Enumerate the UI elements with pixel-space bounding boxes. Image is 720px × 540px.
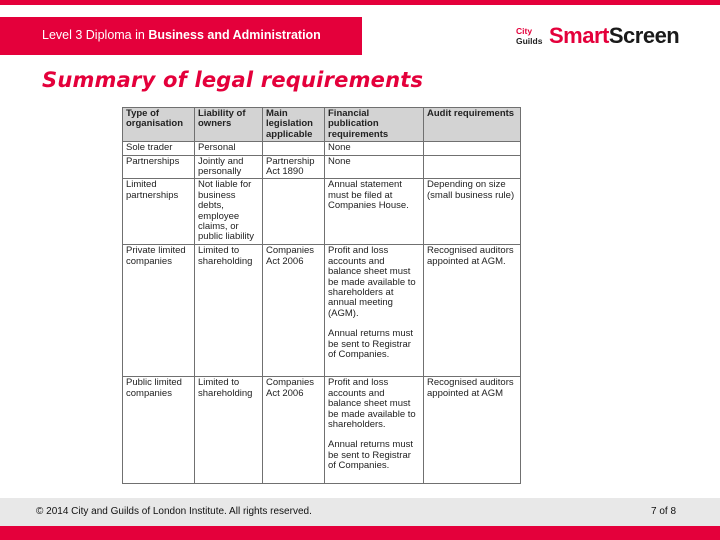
logo-city-text: City — [516, 26, 533, 36]
table-cell: Companies Act 2006 — [263, 377, 325, 484]
table-row — [123, 179, 521, 245]
logo-guilds-text: Guilds — [516, 36, 543, 46]
table-row — [123, 377, 521, 484]
page-title: Summary of legal requirements — [42, 68, 424, 92]
table-cell — [325, 245, 424, 377]
bottom-accent-band — [0, 526, 720, 540]
cell-paragraph: Profit and loss accounts and balance sheet must be made available to shareholders. — [328, 377, 416, 431]
table-cell — [325, 142, 424, 155]
city-and-guilds-logo — [516, 26, 546, 48]
course-name: Business and Administration — [148, 28, 321, 42]
table-cell: Limited to shareholding — [195, 245, 263, 377]
table-cell — [325, 155, 424, 179]
table-cell — [424, 155, 521, 179]
table-cell — [325, 179, 424, 245]
table-cell: Jointly and personally — [195, 155, 263, 179]
table-cell: Personal — [195, 142, 263, 155]
table-cell: Depending on size (small business rule) — [424, 179, 521, 245]
cell-paragraph: None — [328, 142, 351, 154]
table-cell: Private limited companies — [123, 245, 195, 377]
column-header: Liability of owners — [195, 108, 263, 142]
table-cell: Limited partnerships — [123, 179, 195, 245]
table-cell: Partnerships — [123, 155, 195, 179]
table-row — [123, 245, 521, 377]
footer-bar — [0, 498, 720, 526]
table-cell: Not liable for business debts, employee claims, or public liability — [195, 179, 263, 245]
course-prefix: Level 3 Diploma in — [42, 28, 145, 42]
top-accent-band — [0, 0, 720, 5]
table-cell — [325, 377, 424, 484]
column-header: Audit requirements — [424, 108, 521, 142]
cell-paragraph: Annual returns must be sent to Registrar of Companies. — [328, 328, 414, 361]
page-number: 7 of 8 — [651, 506, 677, 517]
table-cell — [263, 179, 325, 245]
wordmark-smart: Smart — [549, 23, 609, 48]
table-cell: Companies Act 2006 — [263, 245, 325, 377]
table-cell: Recognised auditors appointed at AGM. — [424, 245, 521, 377]
cell-paragraph: Profit and loss accounts and balance sheet must be made available to shareholders at annual meeting (AGM). — [328, 245, 416, 319]
table-header-row — [123, 108, 521, 142]
cell-paragraph: Annual statement must be filed at Companies House. — [328, 179, 409, 212]
table-row — [123, 155, 521, 179]
table-cell: Limited to shareholding — [195, 377, 263, 484]
table-cell — [263, 142, 325, 155]
wordmark-screen: Screen — [608, 23, 680, 48]
course-title — [42, 28, 321, 42]
cell-paragraph: Annual returns must be sent to Registrar of Companies. — [328, 439, 414, 472]
city-and-guilds-smartscreen-logo — [516, 22, 680, 52]
legal-requirements-table — [122, 107, 520, 484]
table-cell: Public limited companies — [123, 377, 195, 484]
column-header: Main legislation applicable — [263, 108, 325, 142]
copyright-notice: © 2014 City and Guilds of London Institute. All rights reserved. — [36, 506, 312, 517]
column-header: Type of organisation — [123, 108, 195, 142]
table-cell: Sole trader — [123, 142, 195, 155]
requirements-table — [122, 107, 521, 484]
table-cell: Recognised auditors appointed at AGM — [424, 377, 521, 484]
column-header: Financial publication requirements — [325, 108, 424, 142]
table-cell: Partnership Act 1890 — [263, 155, 325, 179]
table-row — [123, 142, 521, 155]
smartscreen-wordmark — [549, 23, 679, 49]
table-cell — [424, 142, 521, 155]
cell-paragraph: None — [328, 155, 351, 167]
